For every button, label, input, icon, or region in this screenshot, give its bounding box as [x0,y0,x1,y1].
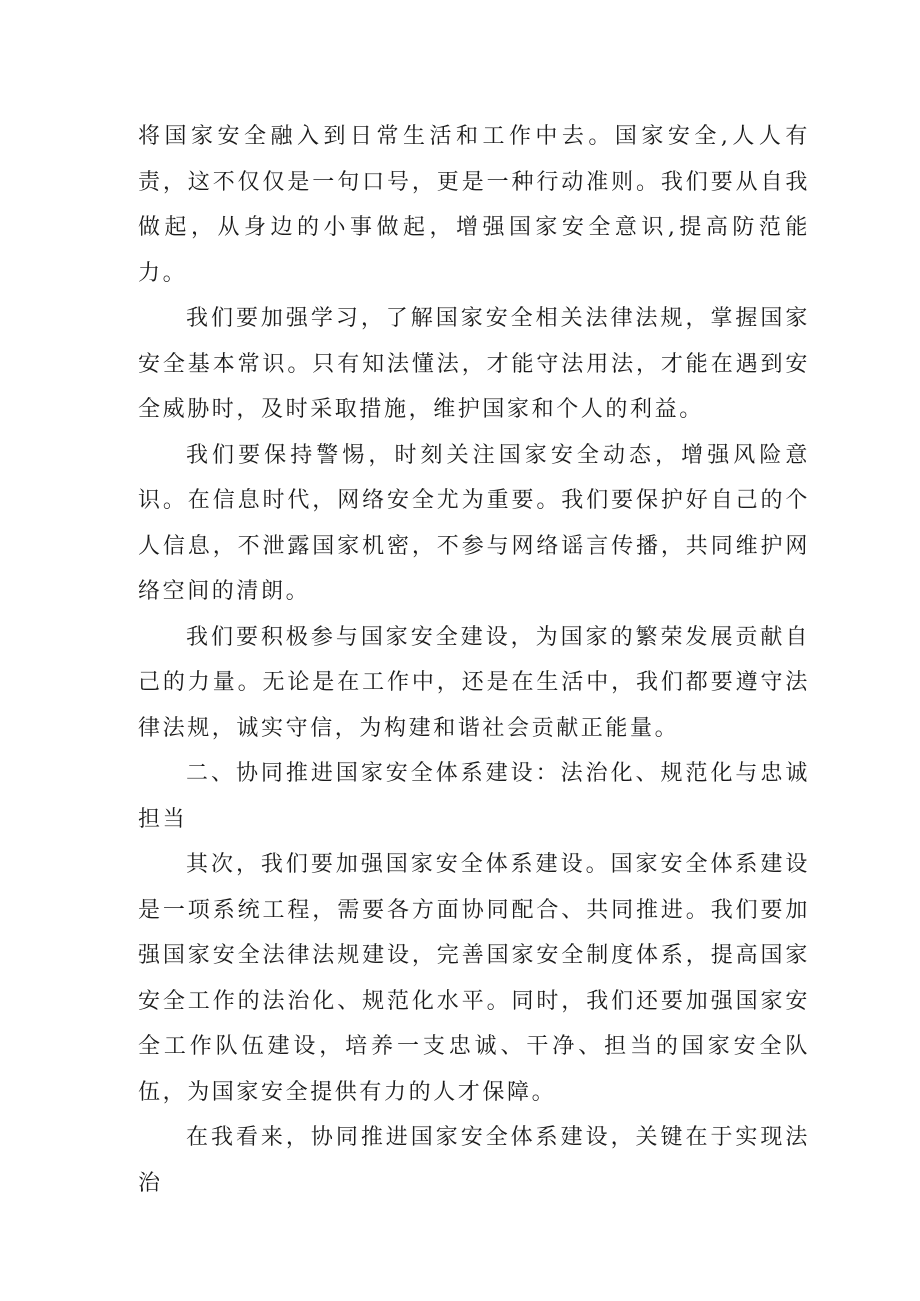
paragraph-in-my-view: 在我看来，协同推进国家安全体系建设，关键在于实现法治 [138,1125,810,1196]
section-heading-2: 二、协同推进国家安全体系建设：法治化、规范化与忠诚担当 [138,761,810,832]
paragraph-system-building: 其次，我们要加强国家安全体系建设。国家安全体系建设是一项系统工程，需要各方面协同配合、共同推进。我们要加强国家安全法律法规建设，完善国家安全制度体系，提高国家安全工作的法治化、规范化水平。同时，我们还要加强国家安全工作队伍建设，培养一支忠诚、干净、担当的国家安全队伍，为国家安全提供有力的人才保障。 [138,852,810,1105]
document-body [138,114,810,1206]
paragraph-participate: 我们要积极参与国家安全建设，为国家的繁荣发展贡献自己的力量。无论是在工作中，还是在生活中，我们都要遵守法律法规，诚实守信，为构建和谐社会贡献正能量。 [138,624,810,741]
paragraph-vigilance: 我们要保持警惕，时刻关注国家安全动态，增强风险意识。在信息时代，网络安全尤为重要。我们要保护好自己的个人信息，不泄露国家机密，不参与网络谣言传播，共同维护网络空间的清朗。 [138,442,810,604]
paragraph-study: 我们要加强学习，了解国家安全相关法律法规，掌握国家安全基本常识。只有知法懂法，才能守法用法，才能在遇到安全威胁时，及时采取措施，维护国家和个人的利益。 [138,306,810,422]
paragraph-continuation: 将国家安全融入到日常生活和工作中去。国家安全,人人有责，这不仅仅是一句口号，更是一种行动准则。我们要从自我做起，从身边的小事做起，增强国家安全意识,提高防范能力。 [138,124,810,286]
